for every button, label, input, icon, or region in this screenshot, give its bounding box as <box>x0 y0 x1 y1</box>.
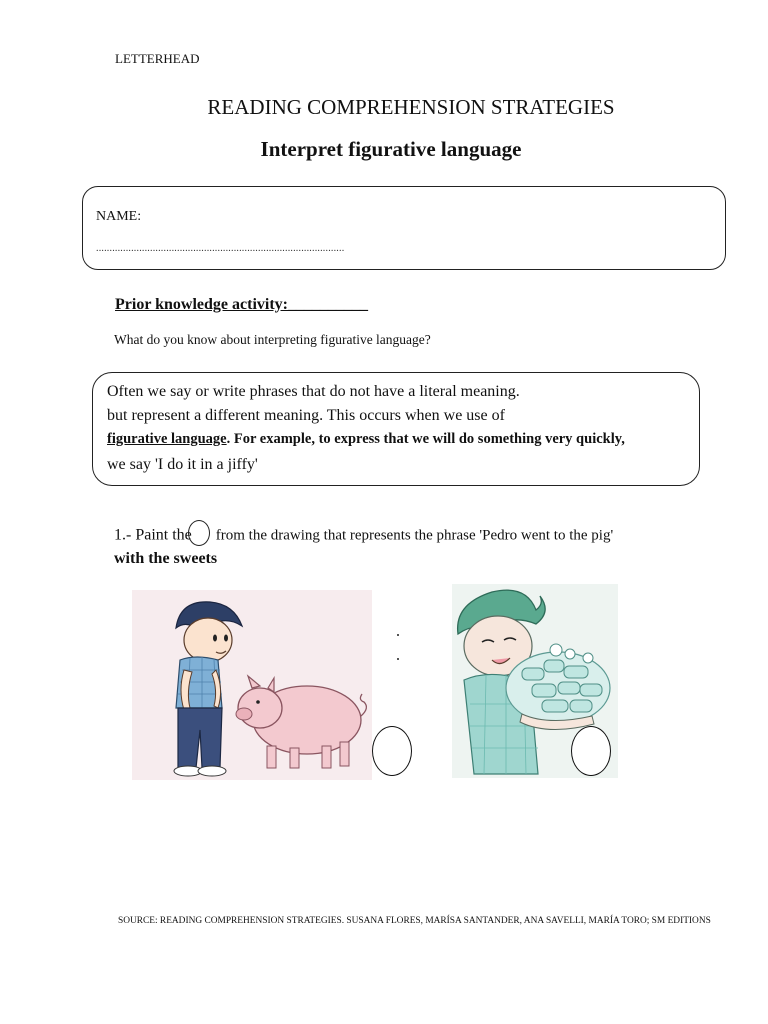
definition-line-2: but represent a different meaning. This occurs when we use of <box>107 407 505 424</box>
definition-box <box>92 372 700 486</box>
definition-example: . For example, to express that we will do something very quickly, <box>226 431 625 447</box>
name-label: NAME: <box>96 209 142 224</box>
name-box <box>82 186 726 270</box>
question-1-continuation: with the sweets <box>114 550 218 567</box>
letterhead: LETTERHEAD <box>115 51 200 66</box>
speck-mark <box>397 634 399 636</box>
boy-feeding-pig-illustration <box>132 590 372 780</box>
pig-figure <box>236 676 366 768</box>
page-title: READING COMPREHENSION STRATEGIES <box>207 95 615 119</box>
boy-figure <box>174 602 242 776</box>
name-field[interactable]: ............................................................................................ <box>96 243 345 254</box>
answer-circle-left[interactable] <box>372 726 412 776</box>
circle-icon <box>188 520 210 546</box>
answer-circle-right[interactable] <box>571 726 611 776</box>
prior-knowledge-heading: Prior knowledge activity:__________ <box>115 296 369 313</box>
definition-line-3 <box>107 431 625 448</box>
page-subtitle: Interpret figurative language <box>260 137 522 161</box>
prior-knowledge-question: What do you know about interpreting figurative language? <box>114 332 431 347</box>
speck-mark <box>397 658 399 660</box>
question-1-text: from the drawing that represents the phrase 'Pedro went to the pig' <box>215 527 614 544</box>
figurative-language-term: figurative language <box>107 431 227 447</box>
question-1-lead: 1.- Paint the <box>114 526 192 544</box>
source-citation: SOURCE: READING COMPREHENSION STRATEGIES. SUSANA FLORES, MARÍSA SANTANDER, ANA SAVELLI, MARÍA TORO; SM EDITIONS <box>118 916 711 926</box>
definition-line-1: Often we say or write phrases that do not have a literal meaning. <box>107 383 520 400</box>
question-1 <box>114 526 613 546</box>
definition-line-4: we say 'I do it in a jiffy' <box>107 456 258 473</box>
